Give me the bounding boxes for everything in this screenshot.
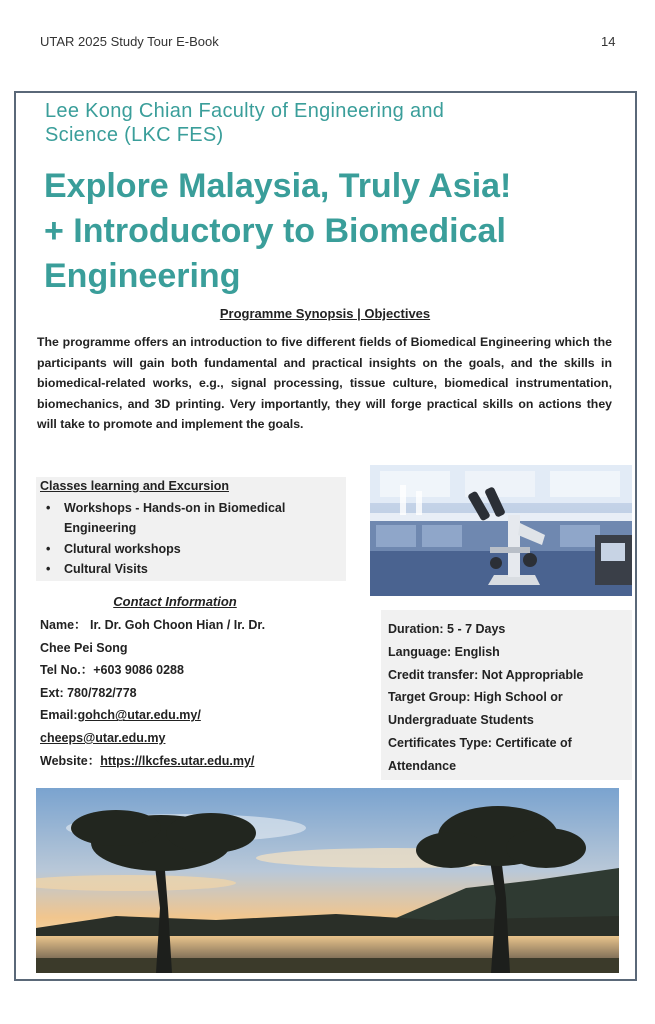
programme-title [44, 164, 644, 299]
contact-name: Name： Ir. Dr. Goh Choon Hian / Ir. Dr. [40, 618, 266, 632]
classes-list [40, 498, 340, 580]
book-title: UTAR 2025 Study Tour E-Book [40, 34, 219, 49]
target-group-continued: Undergraduate Students [388, 713, 534, 728]
email-label: Email: [40, 708, 78, 723]
duration: Duration: 5 - 7 Days [388, 622, 506, 636]
faculty-name-line2: Science (LKC FES) [45, 124, 224, 146]
contact-tel: Tel No.：+603 9086 0288 [40, 663, 184, 678]
contact-heading: Contact Information [113, 594, 237, 609]
certificate-type-continued: Attendance [388, 758, 457, 773]
page-number: 14 [601, 34, 616, 49]
certificate-type: Certificates Type: Certificate of [388, 735, 572, 750]
language: Language: English [388, 644, 500, 659]
target-group: Target Group: High School or [388, 690, 563, 705]
laboratory-microscope-image [370, 465, 632, 596]
faculty-name-line1: Lee Kong Chian Faculty of Engineering and [45, 100, 445, 122]
contact-name-continued: Chee Pei Song [40, 640, 128, 655]
synopsis-body: The programme offers an introduction to five different fields of Biomedical Engineering which the participants will gain both fundamental and practical insights on the goals, and the skills in biomedical-related works, e.g., signal processing, tissue culture, biomedical instrumentation, biomechanics, and 3D printing. Very importantly, they will forge practical skills on actions they will take to promote and implement the goals. [37, 335, 612, 432]
email-link-goh[interactable]: gohch@utar.edu.my/ [77, 708, 201, 723]
contact-ext: Ext: 780/782/778 [40, 685, 137, 700]
campus-sunset-photo [36, 788, 619, 973]
contact-email-second [40, 727, 340, 750]
list-item: • Clutural workshops [40, 539, 340, 559]
classes-heading: Classes learning and Excursion [40, 479, 229, 493]
programme-info [388, 618, 632, 778]
programme-title-line2: + Introductory to Biomedical [44, 212, 506, 250]
list-item: • Cultural Visits [40, 559, 340, 579]
contact-details [40, 614, 340, 772]
contact-website [40, 750, 340, 773]
contact-email [40, 704, 340, 727]
programme-title-line1: Explore Malaysia, Truly Asia! [44, 167, 512, 205]
faculty-name [45, 99, 605, 147]
list-item: • Workshops - Hands-on in Biomedical Engineering [40, 498, 340, 539]
synopsis-heading: Programme Synopsis | Objectives [219, 306, 431, 321]
programme-title-line3: Engineering [44, 257, 241, 295]
email-link-chee[interactable]: cheeps@utar.edu.my [40, 730, 166, 745]
website-label: Website： [40, 753, 101, 768]
website-link[interactable]: https://lkcfes.utar.edu.my/ [100, 753, 255, 768]
credit-transfer: Credit transfer: Not Appropriable [388, 667, 584, 682]
